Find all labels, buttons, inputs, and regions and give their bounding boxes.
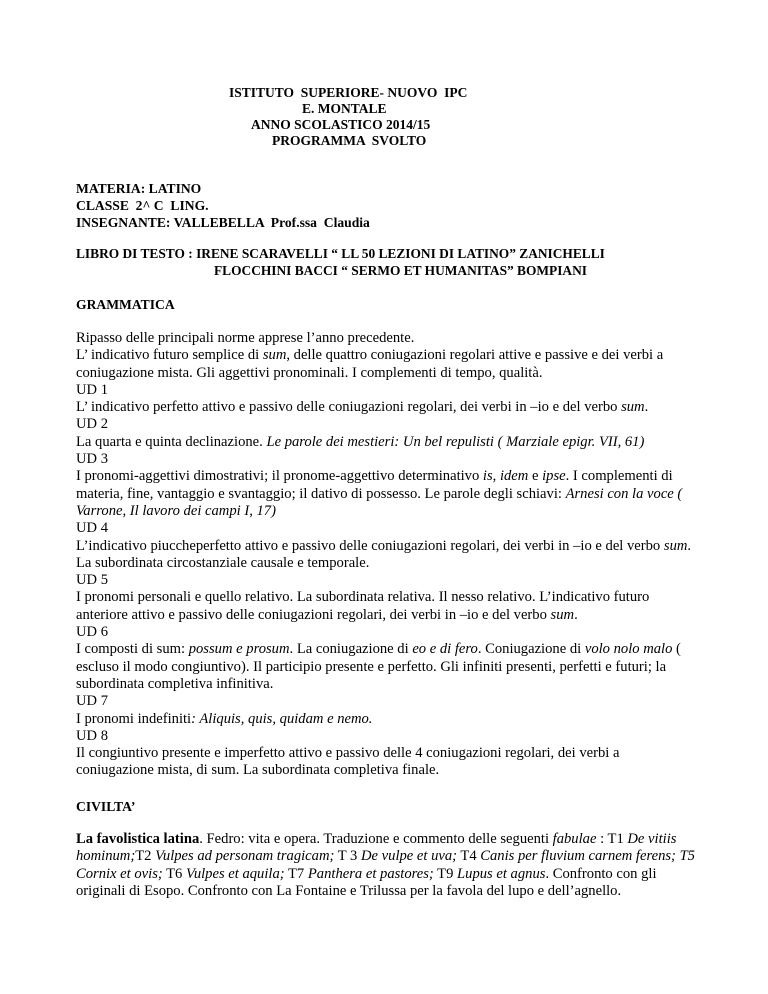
unit-label: UD 2 (76, 416, 109, 433)
textbook-1: LIBRO DI TESTO : IRENE SCARAVELLI “ LL 50 LEZIONI DI LATINO” ZANICHELLI (76, 246, 605, 261)
paragraph: L’ indicativo futuro semplice di sum, delle quattro coniugazioni regolari attive e passive e dei verbi a coniugazione mista. Gli aggettivi pronominali. I complementi di tempo, qualità. (76, 347, 664, 381)
paragraph: L’indicativo piuccheperfetto attivo e passivo delle coniugazioni regolari, dei verbi in –io e del verbo sum. La subordinata circostanziale causale e temporale. (76, 537, 692, 571)
paragraph: L’ indicativo perfetto attivo e passivo delle coniugazioni regolari, dei verbi in –io e del verbo sum. (76, 399, 649, 416)
paragraph: I pronomi indefiniti: Aliquis, quis, quidam e nemo. (76, 710, 373, 727)
paragraph: I pronomi personali e quello relativo. La subordinata relativa. Il nesso relativo. L’indicativo futuro anteriore attivo e passivo delle coniugazioni regolari, dei verbi in –io e del verbo sum. (76, 589, 650, 623)
subject: MATERIA: LATINO (76, 181, 202, 196)
unit-label: UD 4 (76, 520, 109, 537)
teacher: INSEGNANTE: VALLEBELLA Prof.ssa Claudia (76, 215, 370, 230)
civilta-body (76, 831, 696, 900)
unit-label: UD 8 (76, 727, 109, 744)
paragraph: I composti di sum: possum e prosum. La coniugazione di eo e di fero. Coniugazione di volo nolo malo ( escluso il modo congiuntivo). Il participio presente e perfetto. Gli infiniti presenti, perfetti e futuri; la subordinata completiva infinitiva. (76, 641, 681, 692)
header-name: E. MONTALE (302, 101, 387, 116)
section-title-grammatica: GRAMMATICA (76, 297, 175, 312)
unit-label: UD 5 (76, 572, 109, 589)
paragraph: Ripasso delle principali norme apprese l’anno precedente. (76, 330, 415, 346)
class: CLASSE 2^ C LING. (76, 198, 209, 213)
textbooks (76, 245, 605, 279)
paragraph: I pronomi-aggettivi dimostrativi; il pronome-aggettivo determinativo is, idem e ipse. I complementi di materia, fine, vantaggio e svantaggio; il dativo di possesso. Le parole degli schiavi: Arnesi con la voce ( Varrone, Il lavoro dei campi I, 17) (76, 468, 683, 519)
paragraph: Il congiuntivo presente e imperfetto attivo e passivo delle 4 coniugazioni regolari, dei verbi a coniugazione mista, di sum. La subordinata completiva finale. (76, 745, 620, 779)
unit-label: UD 6 (76, 624, 109, 641)
unit-label: UD 3 (76, 451, 109, 468)
paragraph: La favolistica latina. Fedro: vita e opera. Traduzione e commento delle seguenti fabulae : T1 De vitiis hominum;T2 Vulpes ad personam tragicam; T 3 De vulpe et uva; T4 Canis per fluvium carnem ferens; T5 Cornix et ovis; T6 Vulpes et aquila; T7 Panthera et pastores; T9 Lupus et agnus. Confronto con gli originali di Esopo. Confronto con La Fontaine e Trilussa per la favola del lupo e dell’agnello. (76, 831, 695, 899)
grammatica-body (76, 330, 696, 780)
header-program: PROGRAMMA SVOLTO (272, 133, 427, 148)
paragraph: La quarta e quinta declinazione. Le parole dei mestieri: Un bel repulisti ( Marziale epigr. VII, 61) (76, 433, 645, 450)
section-title-civilta: CIVILTA’ (76, 799, 136, 814)
unit-label: UD 1 (76, 381, 109, 398)
course-info (76, 180, 370, 231)
header-year: ANNO SCOLASTICO 2014/15 (251, 117, 431, 132)
unit-label: UD 7 (76, 693, 109, 710)
header-school: ISTITUTO SUPERIORE- NUOVO IPC (229, 85, 468, 100)
textbook-2: FLOCCHINI BACCI “ SERMO ET HUMANITAS” BOMPIANI (214, 263, 587, 278)
